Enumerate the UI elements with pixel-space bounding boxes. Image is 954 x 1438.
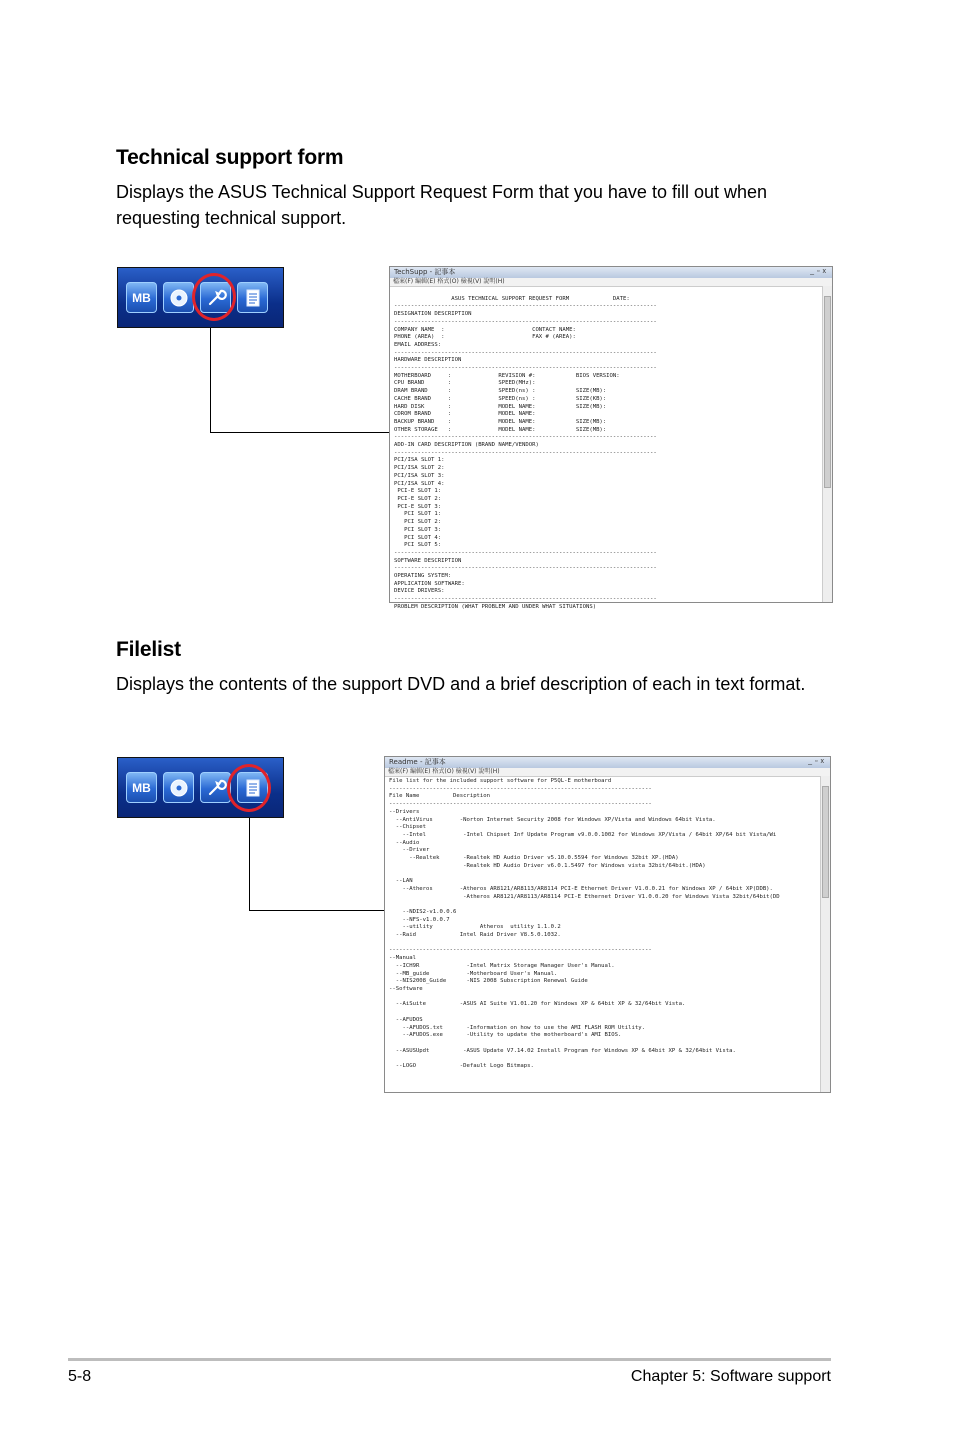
window-menubar: 檔案(F) 編輯(E) 格式(O) 檢視(V) 說明(H) bbox=[390, 278, 832, 287]
callout-line bbox=[249, 818, 250, 910]
callout-line bbox=[210, 328, 211, 432]
filelist-text-content: File list for the included support software for P5QL-E motherboard ------------------------------------------------------------------------------ File Name Description ------------------------------------------------------------------------------ --Drivers --AntiVirus -Norton Internet Security 2008 for Windows XP/Vista and Windows 64bit Vista. --Chipset --Intel -Intel Chipset Inf Update Program v9.0.0.1002 for Windows XP/Vista / 64bit XP/64 bit Vista/Wi --Audio --Driver --Realtek -Realtek HD Audio Driver v5.10.0.5594 for Windows 32bit XP.(HDA) -Realtek HD Audio Driver v6.0.1.5497 for Windows vista 32bit/64bit.(HDA) --LAN --Atheros -Atheros AR8121/AR8113/AR8114 PCI-E Ethernet Driver V1.0.0.21 for Windows XP / 64bit XP(DDB). -Atheros AR8121/AR8113/AR8114 PCI-E Ethernet Driver V1.0.0.20 for Windows Vista 32bit/64bit(DD --NDIS2-v1.0.0.6 --NFS-v1.0.0.7 --utility Atheros utility 1.1.0.2 --Raid Intel Raid Driver V8.5.0.1032. ------------------------------------------------------------------------------ --Manual --ICH9R -Intel Matrix Storage Manager User's Manual. --MB_guide -Motherboard User's Manual. --NIS2008_Guide -NIS 2008 Subscription Renewal Guide --Software --AiSuite -ASUS AI Suite V1.01.20 for Windows XP & 64bit XP & 32/64bit Vista. --AFUDOS --AFUDOS.txt -Information on how to use the AMI FLASH ROM Utility. --AFUDOS.exe -Utility to update the motherboard's AMI BIOS. --ASUSUpdt -ASUS Update V7.14.02 Install Program for Windows XP & 64bit XP & 32/64bit Vista. --LOGO -Default Logo Bitmaps. bbox=[389, 778, 780, 1070]
section-heading-technical-support-form: Technical support form bbox=[116, 146, 344, 169]
window-scrollbar[interactable] bbox=[820, 776, 830, 1092]
callout-line bbox=[249, 910, 385, 911]
disc-icon[interactable] bbox=[163, 772, 194, 803]
mb-icon[interactable] bbox=[126, 772, 157, 803]
tech-support-form-window bbox=[389, 266, 833, 610]
window-titlebar: TechSupp - 記事本 bbox=[390, 267, 832, 278]
callout-line bbox=[210, 432, 390, 433]
section-heading-filelist: Filelist bbox=[116, 638, 181, 661]
document-icon[interactable] bbox=[237, 282, 268, 313]
mb-icon[interactable] bbox=[126, 282, 157, 313]
page-number: 5-8 bbox=[68, 1368, 92, 1385]
highlight-ring bbox=[227, 764, 271, 812]
chapter-title: Chapter 5: Software support bbox=[630, 1368, 831, 1385]
filelist-window bbox=[384, 756, 831, 1093]
section-description-filelist: Displays the contents of the support DVD and a brief description of each in text format. bbox=[116, 674, 806, 694]
disc-icon[interactable] bbox=[163, 282, 194, 313]
mb-label: MB bbox=[132, 290, 151, 305]
form-text-content: ASUS TECHNICAL SUPPORT REQUEST FORM DATE: ------------------------------------------------------------------------------ DESIGNATION DESCRIPTION ------------------------------------------------------------------------------ COMPANY NAME : CONTACT NAME: PHONE (AREA) : FAX # (AREA): EMAIL ADDRESS: ------------------------------------------------------------------------------ HARDWARE DESCRIPTION ------------------------------------------------------------------------------ MOTHERBOARD : REVISION #: BIOS VERSION: CPU BRAND : SPEED(MHz): DRAM BRAND : SPEED(ns) : SIZE(MB): CACHE BRAND : SPEED(ns) : SIZE(KB): HARD DISK : MODEL NAME: SIZE(MB): CDROM BRAND : MODEL NAME: BACKUP BRAND : MODEL NAME: SIZE(MB): OTHER STORAGE : MODEL NAME: SIZE(MB): ------------------------------------------------------------------------------ ADD-IN CARD DESCRIPTION (BRAND NAME/VENDOR) ------------------------------------------------------------------------------ PCI/ISA SLOT 1: PCI/ISA SLOT 2: PCI/ISA SLOT 3: PCI/ISA SLOT 4: PCI-E SLOT 1: PCI-E SLOT 2: PCI-E SLOT 3: PCI SLOT 1: PCI SLOT 2: PCI SLOT 3: PCI SLOT 4: PCI SLOT 5: ------------------------------------------------------------------------------ SOFTWARE DESCRIPTION ------------------------------------------------------------------------------ OPERATING SYSTEM: APPLICATION SOFTWARE: DEVICE DRIVERS: ------------------------------------------------------------------------------ PROBLEM DESCRIPTION (WHAT PROBLEM AND UNDER WHAT SITUATIONS) bbox=[394, 295, 657, 610]
mb-label: MB bbox=[132, 780, 151, 795]
window-menubar: 檔案(F) 編輯(E) 格式(O) 檢視(V) 說明(H) bbox=[385, 768, 830, 777]
section-description-technical-support-form: Displays the ASUS Technical Support Request Form that you have to fill out when requesting technical support. bbox=[116, 182, 768, 228]
highlight-ring bbox=[192, 273, 236, 321]
window-controls[interactable]: _▫x bbox=[810, 268, 829, 275]
footer-rule bbox=[68, 1358, 831, 1361]
window-controls[interactable]: _▫x bbox=[808, 758, 827, 765]
window-titlebar: Readme - 記事本 bbox=[385, 757, 830, 768]
window-scrollbar[interactable] bbox=[822, 286, 832, 602]
